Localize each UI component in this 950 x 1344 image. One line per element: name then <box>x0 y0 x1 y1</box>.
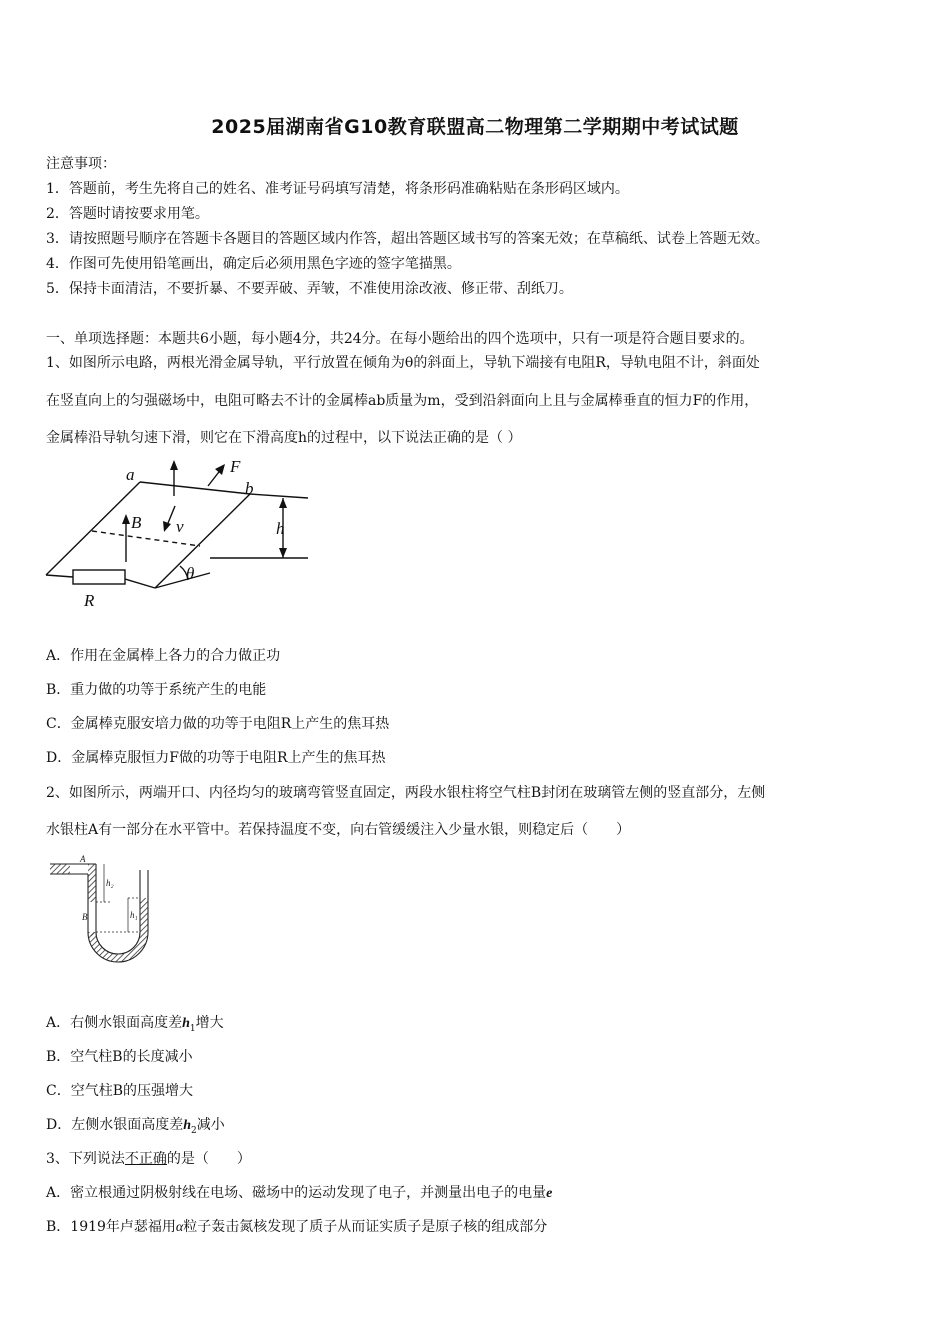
var-e: e <box>546 1186 553 1201</box>
label-a: a <box>126 465 135 484</box>
q2-utube-figure <box>44 852 164 977</box>
var-alpha: α <box>175 1220 184 1235</box>
q2-option-d-suffix: 减小 <box>196 1117 225 1133</box>
label-B: B <box>82 912 88 922</box>
q1-stem-line-2: 在竖直向上的匀强磁场中，电阻可略去不计的金属棒ab质量为m，受到沿斜面向上且与金属棒垂直的恒力F的作用， <box>46 393 759 409</box>
note-item-2: 2．答题时请按要求用笔。 <box>46 206 209 222</box>
q1-incline-figure <box>40 458 320 613</box>
section-heading: 一、单项选择题：本题共6小题，每小题4分，共24分。在每小题给出的四个选项中，只有一项是符合题目要求的。 <box>46 331 754 347</box>
q1-option-c[interactable]: C．金属棒克服安培力做的功等于电阻R上产生的焦耳热 <box>46 716 390 732</box>
subscript: 1 <box>189 1023 196 1034</box>
q1-option-b[interactable]: B．重力做的功等于系统产生的电能 <box>46 682 267 698</box>
label-F: F <box>230 458 241 476</box>
dashed-line <box>92 531 200 546</box>
q3-option-b[interactable] <box>46 1216 547 1236</box>
label-h2: h₂ <box>106 878 114 888</box>
notes-heading: 注意事项： <box>46 156 116 172</box>
rail-right <box>155 494 250 588</box>
q2-option-d[interactable] <box>46 1114 225 1136</box>
label-theta: θ <box>186 564 195 583</box>
q3-option-a-text: A．密立根通过阴极射线在电场、磁场中的运动发现了电子，并测量出电子的电量 <box>46 1185 547 1201</box>
q2-option-a-text: A．右侧水银面高度差 <box>46 1015 183 1031</box>
label-v: v <box>176 517 184 536</box>
label-h: h <box>276 519 285 538</box>
q2-option-a[interactable] <box>46 1012 224 1034</box>
q3-option-b-suffix: 粒子轰击氮核发现了质子从而证实质子是原子核的组成部分 <box>183 1219 548 1235</box>
q3-stem <box>46 1148 251 1168</box>
q1-stem-line-3: 金属棒沿导轨匀速下滑，则它在下滑高度h的过程中，以下说法正确的是（ ） <box>46 430 522 446</box>
label-R: R <box>84 591 95 610</box>
label-h1: h₁ <box>130 910 138 920</box>
q2-option-c[interactable]: C．空气柱B的压强增大 <box>46 1083 193 1099</box>
q3-option-a[interactable] <box>46 1182 552 1202</box>
q1-option-a[interactable]: A．作用在金属棒上各力的合力做正功 <box>46 648 281 664</box>
q2-option-b[interactable]: B．空气柱B的长度减小 <box>46 1049 193 1065</box>
q2-stem-line-2: 水银柱A有一部分在水平管中。若保持温度不变，向右管缓缓注入少量水银，则稳定后（ ） <box>46 822 631 838</box>
rod-ab <box>140 482 250 494</box>
var-h: h <box>182 1016 190 1031</box>
resistor-r <box>73 570 125 584</box>
q3-option-b-text: B．1919年卢瑟福用 <box>46 1219 176 1235</box>
subscript: 2 <box>191 1125 197 1136</box>
q2-option-d-text: D．左侧水银面高度差 <box>46 1117 184 1133</box>
q1-stem-line-1: 1、如图所示电路，两根光滑金属导轨，平行放置在倾角为θ的斜面上，导轨下端接有电阻R，导轨电阻不计，斜面处 <box>46 355 760 371</box>
q1-option-d[interactable]: D．金属棒克服恒力F做的功等于电阻R上产生的焦耳热 <box>46 750 386 766</box>
var-h: h <box>183 1118 192 1133</box>
page-title: 2025届湖南省G10教育联盟高二物理第二学期期中考试试题 <box>211 116 739 138</box>
label-A: A <box>80 854 86 864</box>
q3-stem-underlined: 不正确 <box>124 1151 167 1167</box>
note-item-1: 1．答题前，考生先将自己的姓名、准考证号码填写清楚，将条形码准确粘贴在条形码区域内。 <box>46 181 629 197</box>
label-B: B <box>131 513 142 532</box>
q2-option-a-suffix: 增大 <box>195 1015 224 1031</box>
q2-stem-line-1: 2、如图所示，两端开口、内径均匀的玻璃弯管竖直固定，两段水银柱将空气柱B封闭在玻璃管左侧的竖直部分，左侧 <box>46 785 766 801</box>
q3-stem-prefix: 3、下列说法 <box>46 1151 125 1167</box>
label-b: b <box>245 479 254 498</box>
note-item-3: 3．请按照题号顺序在答题卡各题目的答题区域内作答，超出答题区域书写的答案无效；在草稿纸、试卷上答题无效。 <box>46 231 769 247</box>
note-item-4: 4．作图可先使用铅笔画出，确定后必须用黑色字迹的签字笔描黑。 <box>46 256 461 272</box>
q3-stem-suffix: 的是（ ） <box>166 1151 251 1167</box>
note-item-5: 5．保持卡面清洁，不要折暴、不要弄破、弄皱，不准使用涂改液、修正带、刮纸刀。 <box>46 281 573 297</box>
